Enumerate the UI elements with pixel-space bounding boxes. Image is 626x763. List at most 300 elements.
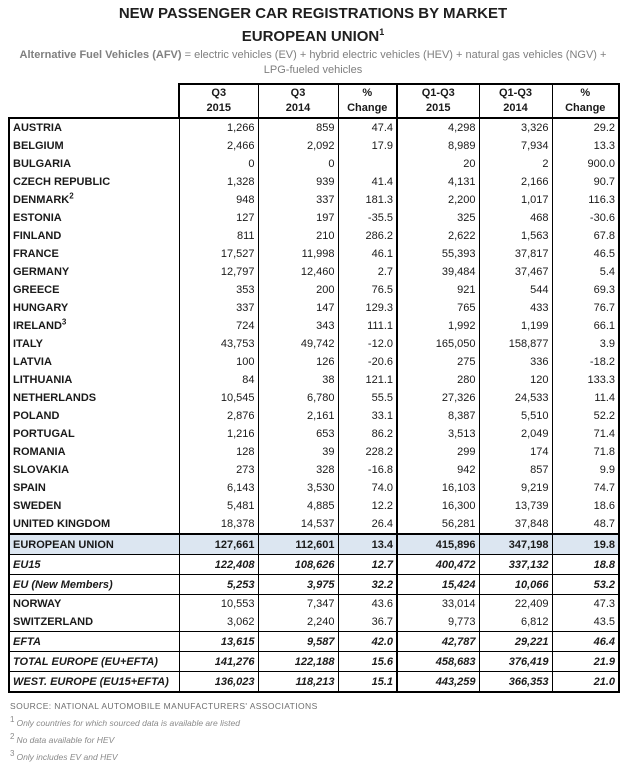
row-label-text: AUSTRIA bbox=[13, 122, 62, 134]
cell: 337 bbox=[258, 191, 338, 209]
row-label bbox=[9, 245, 179, 263]
cell: 2,466 bbox=[179, 137, 258, 155]
row-footnote-marker: 2 bbox=[69, 191, 74, 201]
header-row bbox=[9, 84, 619, 118]
cell: 3,513 bbox=[397, 425, 479, 443]
column-header bbox=[179, 84, 258, 118]
table-row bbox=[9, 317, 619, 335]
cell: 3,062 bbox=[179, 613, 258, 632]
cell: 228.2 bbox=[338, 443, 397, 461]
cell: 27,326 bbox=[397, 389, 479, 407]
row-label-text: UNITED KINGDOM bbox=[13, 518, 111, 530]
row-label bbox=[9, 371, 179, 389]
column-header-line1: Q1-Q3 bbox=[421, 87, 455, 99]
cell: 2.7 bbox=[338, 263, 397, 281]
cell: 12,460 bbox=[258, 263, 338, 281]
cell: 74.0 bbox=[338, 479, 397, 497]
cell: 900.0 bbox=[552, 155, 619, 173]
cell: 126 bbox=[258, 353, 338, 371]
table-row bbox=[9, 209, 619, 227]
cell: 29.2 bbox=[552, 118, 619, 137]
row-label-text: BULGARIA bbox=[13, 158, 72, 170]
row-label-text: IRELAND bbox=[13, 320, 62, 332]
cell: 9,587 bbox=[258, 632, 338, 652]
table-row bbox=[9, 118, 619, 137]
cell: 2,161 bbox=[258, 407, 338, 425]
cell: 724 bbox=[179, 317, 258, 335]
cell: 52.2 bbox=[552, 407, 619, 425]
cell: 43.6 bbox=[338, 595, 397, 614]
cell: 948 bbox=[179, 191, 258, 209]
row-label bbox=[9, 652, 179, 672]
cell bbox=[338, 155, 397, 173]
row-label-text: NETHERLANDS bbox=[13, 392, 97, 404]
cell: 12.2 bbox=[338, 497, 397, 515]
cell: 343 bbox=[258, 317, 338, 335]
cell: 147 bbox=[258, 299, 338, 317]
cell: 9,219 bbox=[479, 479, 552, 497]
title-line2: EUROPEAN UNION$^1$ bbox=[241, 27, 385, 45]
cell: 33.1 bbox=[338, 407, 397, 425]
table-row bbox=[9, 461, 619, 479]
row-label bbox=[9, 497, 179, 515]
cell: 18.8 bbox=[552, 555, 619, 575]
cell: -18.2 bbox=[552, 353, 619, 371]
row-label bbox=[9, 227, 179, 245]
cell: 112,601 bbox=[258, 534, 338, 555]
cell: 21.9 bbox=[552, 652, 619, 672]
table-row bbox=[9, 137, 619, 155]
column-header bbox=[479, 84, 552, 118]
row-label bbox=[9, 515, 179, 534]
row-label bbox=[9, 443, 179, 461]
cell: 74.7 bbox=[552, 479, 619, 497]
cell: 15,424 bbox=[397, 575, 479, 595]
row-label-text: LATVIA bbox=[13, 356, 52, 368]
row-label-text: EFTA bbox=[13, 635, 41, 648]
cell: 15.1 bbox=[338, 672, 397, 693]
cell: 66.1 bbox=[552, 317, 619, 335]
cell: 10,553 bbox=[179, 595, 258, 614]
cell: 10,545 bbox=[179, 389, 258, 407]
cell: 544 bbox=[479, 281, 552, 299]
cell: 1,199 bbox=[479, 317, 552, 335]
row-label bbox=[9, 137, 179, 155]
row-label-text: NORWAY bbox=[13, 598, 62, 610]
column-header-line1: % bbox=[362, 87, 373, 99]
corner-cell bbox=[9, 84, 179, 118]
cell: 37,817 bbox=[479, 245, 552, 263]
footnote-marker: 1 bbox=[10, 715, 15, 725]
cell: 939 bbox=[258, 173, 338, 191]
row-label bbox=[9, 263, 179, 281]
cell: 4,298 bbox=[397, 118, 479, 137]
cell: 55,393 bbox=[397, 245, 479, 263]
cell: 84 bbox=[179, 371, 258, 389]
cell: 120 bbox=[479, 371, 552, 389]
source-note: SOURCE: NATIONAL AUTOMOBILE MANUFACTURERS' ASSOCIATIONS bbox=[10, 701, 318, 711]
cell: 128 bbox=[179, 443, 258, 461]
cell: 433 bbox=[479, 299, 552, 317]
cell: 859 bbox=[258, 118, 338, 137]
column-header-line2: Change bbox=[347, 102, 388, 114]
footnote-text: Only countries for which sourced data is available are listed bbox=[16, 718, 240, 728]
cell: 76.7 bbox=[552, 299, 619, 317]
cell: 325 bbox=[397, 209, 479, 227]
row-label-text: SPAIN bbox=[13, 482, 46, 494]
cell: 86.2 bbox=[338, 425, 397, 443]
cell: 111.1 bbox=[338, 317, 397, 335]
table-row bbox=[9, 263, 619, 281]
cell: 76.5 bbox=[338, 281, 397, 299]
cell: -35.5 bbox=[338, 209, 397, 227]
cell: 3,326 bbox=[479, 118, 552, 137]
cell: 158,877 bbox=[479, 335, 552, 353]
row-label-text: LITHUANIA bbox=[13, 374, 73, 386]
cell: 38 bbox=[258, 371, 338, 389]
cell: 18,378 bbox=[179, 515, 258, 534]
row-label-text: HUNGARY bbox=[13, 302, 69, 314]
table-row bbox=[9, 443, 619, 461]
table-row bbox=[9, 534, 619, 555]
cell: 127,661 bbox=[179, 534, 258, 555]
cell: 2,166 bbox=[479, 173, 552, 191]
row-label bbox=[9, 299, 179, 317]
cell: 3,530 bbox=[258, 479, 338, 497]
cell: 1,992 bbox=[397, 317, 479, 335]
table-head bbox=[9, 84, 619, 118]
cell: 6,780 bbox=[258, 389, 338, 407]
cell: 1,328 bbox=[179, 173, 258, 191]
cell: 100 bbox=[179, 353, 258, 371]
cell: 18.6 bbox=[552, 497, 619, 515]
table-row bbox=[9, 389, 619, 407]
cell: 3,975 bbox=[258, 575, 338, 595]
cell: 127 bbox=[179, 209, 258, 227]
cell: 118,213 bbox=[258, 672, 338, 693]
cell: 17.9 bbox=[338, 137, 397, 155]
row-label bbox=[9, 389, 179, 407]
footnote bbox=[10, 751, 626, 763]
row-label-text: WEST. EUROPE (EU15+EFTA) bbox=[13, 675, 169, 688]
row-label-text: TOTAL EUROPE (EU+EFTA) bbox=[13, 655, 158, 668]
row-label-text: EU15 bbox=[13, 558, 41, 571]
cell: 376,419 bbox=[479, 652, 552, 672]
cell: 5.4 bbox=[552, 263, 619, 281]
cell: 942 bbox=[397, 461, 479, 479]
cell: 69.3 bbox=[552, 281, 619, 299]
row-label bbox=[9, 425, 179, 443]
cell: 200 bbox=[258, 281, 338, 299]
cell: 116.3 bbox=[552, 191, 619, 209]
row-label-text: CZECH REPUBLIC bbox=[13, 176, 111, 188]
cell: 273 bbox=[179, 461, 258, 479]
row-label bbox=[9, 191, 179, 209]
row-label-text: ESTONIA bbox=[13, 212, 62, 224]
column-header-line1: Q1-Q3 bbox=[498, 87, 532, 99]
row-footnote-marker: 3 bbox=[61, 317, 67, 327]
table-body bbox=[9, 118, 619, 692]
footnote-text: No data available for HEV bbox=[16, 735, 115, 745]
cell: 0 bbox=[258, 155, 338, 173]
cell: 36.7 bbox=[338, 613, 397, 632]
footnote bbox=[10, 734, 626, 746]
cell: -30.6 bbox=[552, 209, 619, 227]
cell: 2,240 bbox=[258, 613, 338, 632]
cell: 181.3 bbox=[338, 191, 397, 209]
table-row bbox=[9, 335, 619, 353]
footnote-text: Only includes EV and HEV bbox=[16, 752, 118, 762]
row-label bbox=[9, 173, 179, 191]
column-header-line1: Q3 bbox=[290, 87, 306, 99]
row-label bbox=[9, 209, 179, 227]
page-title bbox=[0, 0, 626, 46]
cell: 7,347 bbox=[258, 595, 338, 614]
cell: 56,281 bbox=[397, 515, 479, 534]
cell: 49,742 bbox=[258, 335, 338, 353]
cell: 16,300 bbox=[397, 497, 479, 515]
table-row bbox=[9, 353, 619, 371]
cell: 210 bbox=[258, 227, 338, 245]
cell: 174 bbox=[479, 443, 552, 461]
cell: 47.4 bbox=[338, 118, 397, 137]
row-label bbox=[9, 595, 179, 614]
table-row bbox=[9, 407, 619, 425]
row-label-text: DENMARK bbox=[13, 194, 70, 206]
column-header-line2: 2015 bbox=[426, 102, 451, 114]
cell: 55.5 bbox=[338, 389, 397, 407]
column-header-line1: Q3 bbox=[211, 87, 227, 99]
cell: 1,216 bbox=[179, 425, 258, 443]
cell: 141,276 bbox=[179, 652, 258, 672]
table-row bbox=[9, 613, 619, 632]
table-row bbox=[9, 595, 619, 614]
row-label bbox=[9, 555, 179, 575]
title-footnote-marker: 1 bbox=[379, 27, 385, 37]
table-row bbox=[9, 425, 619, 443]
cell: 48.7 bbox=[552, 515, 619, 534]
cell: 29,221 bbox=[479, 632, 552, 652]
cell: 37,848 bbox=[479, 515, 552, 534]
cell: 353 bbox=[179, 281, 258, 299]
cell: 121.1 bbox=[338, 371, 397, 389]
cell: 337 bbox=[179, 299, 258, 317]
cell: 0 bbox=[179, 155, 258, 173]
cell: 46.4 bbox=[552, 632, 619, 652]
cell: 11,998 bbox=[258, 245, 338, 263]
cell: 2,622 bbox=[397, 227, 479, 245]
cell: -20.6 bbox=[338, 353, 397, 371]
table-row bbox=[9, 227, 619, 245]
row-label-text: GREECE bbox=[13, 284, 60, 296]
cell: 2,049 bbox=[479, 425, 552, 443]
row-label-text: EU (New Members) bbox=[13, 578, 113, 591]
cell: 39 bbox=[258, 443, 338, 461]
cell: 32.2 bbox=[338, 575, 397, 595]
cell: 42,787 bbox=[397, 632, 479, 652]
cell: 46.1 bbox=[338, 245, 397, 263]
row-label-text: FINLAND bbox=[13, 230, 62, 242]
cell: 14,537 bbox=[258, 515, 338, 534]
cell: 6,812 bbox=[479, 613, 552, 632]
cell: 1,266 bbox=[179, 118, 258, 137]
cell: 4,131 bbox=[397, 173, 479, 191]
cell: 443,259 bbox=[397, 672, 479, 693]
row-label bbox=[9, 118, 179, 137]
cell: 4,885 bbox=[258, 497, 338, 515]
cell: 2,876 bbox=[179, 407, 258, 425]
cell: 9,773 bbox=[397, 613, 479, 632]
column-header-line2: Change bbox=[565, 102, 606, 114]
footnote bbox=[10, 717, 626, 729]
title-line1: NEW PASSENGER CAR REGISTRATIONS BY MARKET bbox=[118, 5, 508, 22]
cell: 136,023 bbox=[179, 672, 258, 693]
footnote-marker: 3 bbox=[10, 749, 15, 759]
row-label-text: SLOVAKIA bbox=[13, 464, 70, 476]
table-row bbox=[9, 479, 619, 497]
cell: 286.2 bbox=[338, 227, 397, 245]
cell: 8,387 bbox=[397, 407, 479, 425]
cell: 41.4 bbox=[338, 173, 397, 191]
cell: 16,103 bbox=[397, 479, 479, 497]
cell: 458,683 bbox=[397, 652, 479, 672]
cell: 39,484 bbox=[397, 263, 479, 281]
cell: 122,408 bbox=[179, 555, 258, 575]
cell: 468 bbox=[479, 209, 552, 227]
cell: 857 bbox=[479, 461, 552, 479]
cell: 43.5 bbox=[552, 613, 619, 632]
footnote-marker: 2 bbox=[10, 732, 15, 742]
cell: 10,066 bbox=[479, 575, 552, 595]
column-header-line2: 2014 bbox=[503, 102, 528, 114]
cell: 53.2 bbox=[552, 575, 619, 595]
cell: 21.0 bbox=[552, 672, 619, 693]
cell: 133.3 bbox=[552, 371, 619, 389]
table-row bbox=[9, 632, 619, 652]
row-label-text: GERMANY bbox=[13, 266, 70, 278]
cell: 24,533 bbox=[479, 389, 552, 407]
subtitle-lead: Alternative Fuel Vehicles (AFV) bbox=[19, 49, 182, 61]
cell: 15.6 bbox=[338, 652, 397, 672]
cell: 12.7 bbox=[338, 555, 397, 575]
cell: 17,527 bbox=[179, 245, 258, 263]
table-row bbox=[9, 497, 619, 515]
row-label-text: PORTUGAL bbox=[13, 428, 75, 440]
cell: 47.3 bbox=[552, 595, 619, 614]
column-header bbox=[258, 84, 338, 118]
cell: 366,353 bbox=[479, 672, 552, 693]
cell: 2 bbox=[479, 155, 552, 173]
afv-registrations-table bbox=[8, 83, 620, 693]
cell: 2,200 bbox=[397, 191, 479, 209]
row-label bbox=[9, 575, 179, 595]
cell: 22,409 bbox=[479, 595, 552, 614]
cell: 2,092 bbox=[258, 137, 338, 155]
cell: 7,934 bbox=[479, 137, 552, 155]
cell: -12.0 bbox=[338, 335, 397, 353]
row-label bbox=[9, 534, 179, 555]
cell: 26.4 bbox=[338, 515, 397, 534]
table-row bbox=[9, 672, 619, 693]
row-label bbox=[9, 335, 179, 353]
cell: 197 bbox=[258, 209, 338, 227]
cell: 8,989 bbox=[397, 137, 479, 155]
table-row bbox=[9, 652, 619, 672]
cell: 415,896 bbox=[397, 534, 479, 555]
cell: 1,017 bbox=[479, 191, 552, 209]
cell: 13.4 bbox=[338, 534, 397, 555]
column-header-line1: % bbox=[580, 87, 591, 99]
table-row bbox=[9, 371, 619, 389]
column-header bbox=[552, 84, 619, 118]
cell: 921 bbox=[397, 281, 479, 299]
column-header-line2: 2014 bbox=[285, 102, 311, 114]
cell: 90.7 bbox=[552, 173, 619, 191]
cell: 337,132 bbox=[479, 555, 552, 575]
cell: 19.8 bbox=[552, 534, 619, 555]
cell: 33,014 bbox=[397, 595, 479, 614]
row-label-text: POLAND bbox=[13, 410, 60, 422]
table-row bbox=[9, 299, 619, 317]
cell: 11.4 bbox=[552, 389, 619, 407]
row-label bbox=[9, 632, 179, 652]
cell: 46.5 bbox=[552, 245, 619, 263]
row-label bbox=[9, 672, 179, 693]
row-label-text: FRANCE bbox=[13, 248, 59, 260]
table-row bbox=[9, 555, 619, 575]
cell: 336 bbox=[479, 353, 552, 371]
table-row bbox=[9, 281, 619, 299]
cell: 13,615 bbox=[179, 632, 258, 652]
column-header bbox=[338, 84, 397, 118]
cell: 122,188 bbox=[258, 652, 338, 672]
row-label bbox=[9, 479, 179, 497]
table-row bbox=[9, 245, 619, 263]
row-label-text: BELGIUM bbox=[13, 140, 64, 152]
cell: 5,481 bbox=[179, 497, 258, 515]
cell: 5,253 bbox=[179, 575, 258, 595]
cell: 9.9 bbox=[552, 461, 619, 479]
cell: 280 bbox=[397, 371, 479, 389]
row-label bbox=[9, 281, 179, 299]
row-label-text: ROMANIA bbox=[13, 446, 66, 458]
table-row bbox=[9, 155, 619, 173]
cell: 1,563 bbox=[479, 227, 552, 245]
cell: 299 bbox=[397, 443, 479, 461]
cell: 20 bbox=[397, 155, 479, 173]
footnotes bbox=[10, 717, 626, 763]
table-row bbox=[9, 173, 619, 191]
cell: 42.0 bbox=[338, 632, 397, 652]
cell: 37,467 bbox=[479, 263, 552, 281]
row-label-text: SWITZERLAND bbox=[13, 616, 94, 628]
row-label bbox=[9, 155, 179, 173]
cell: 43,753 bbox=[179, 335, 258, 353]
column-header bbox=[397, 84, 479, 118]
row-label bbox=[9, 317, 179, 335]
cell: 129.3 bbox=[338, 299, 397, 317]
cell: 653 bbox=[258, 425, 338, 443]
table-row bbox=[9, 575, 619, 595]
cell: 165,050 bbox=[397, 335, 479, 353]
cell: 5,510 bbox=[479, 407, 552, 425]
cell: 328 bbox=[258, 461, 338, 479]
row-label bbox=[9, 353, 179, 371]
subtitle bbox=[0, 48, 626, 78]
table-row bbox=[9, 191, 619, 209]
cell: 275 bbox=[397, 353, 479, 371]
subtitle-rest: = electric vehicles (EV) + hybrid electric vehicles (HEV) + natural gas vehicles (NGV) + LPG-fueled vehicles bbox=[181, 49, 607, 76]
